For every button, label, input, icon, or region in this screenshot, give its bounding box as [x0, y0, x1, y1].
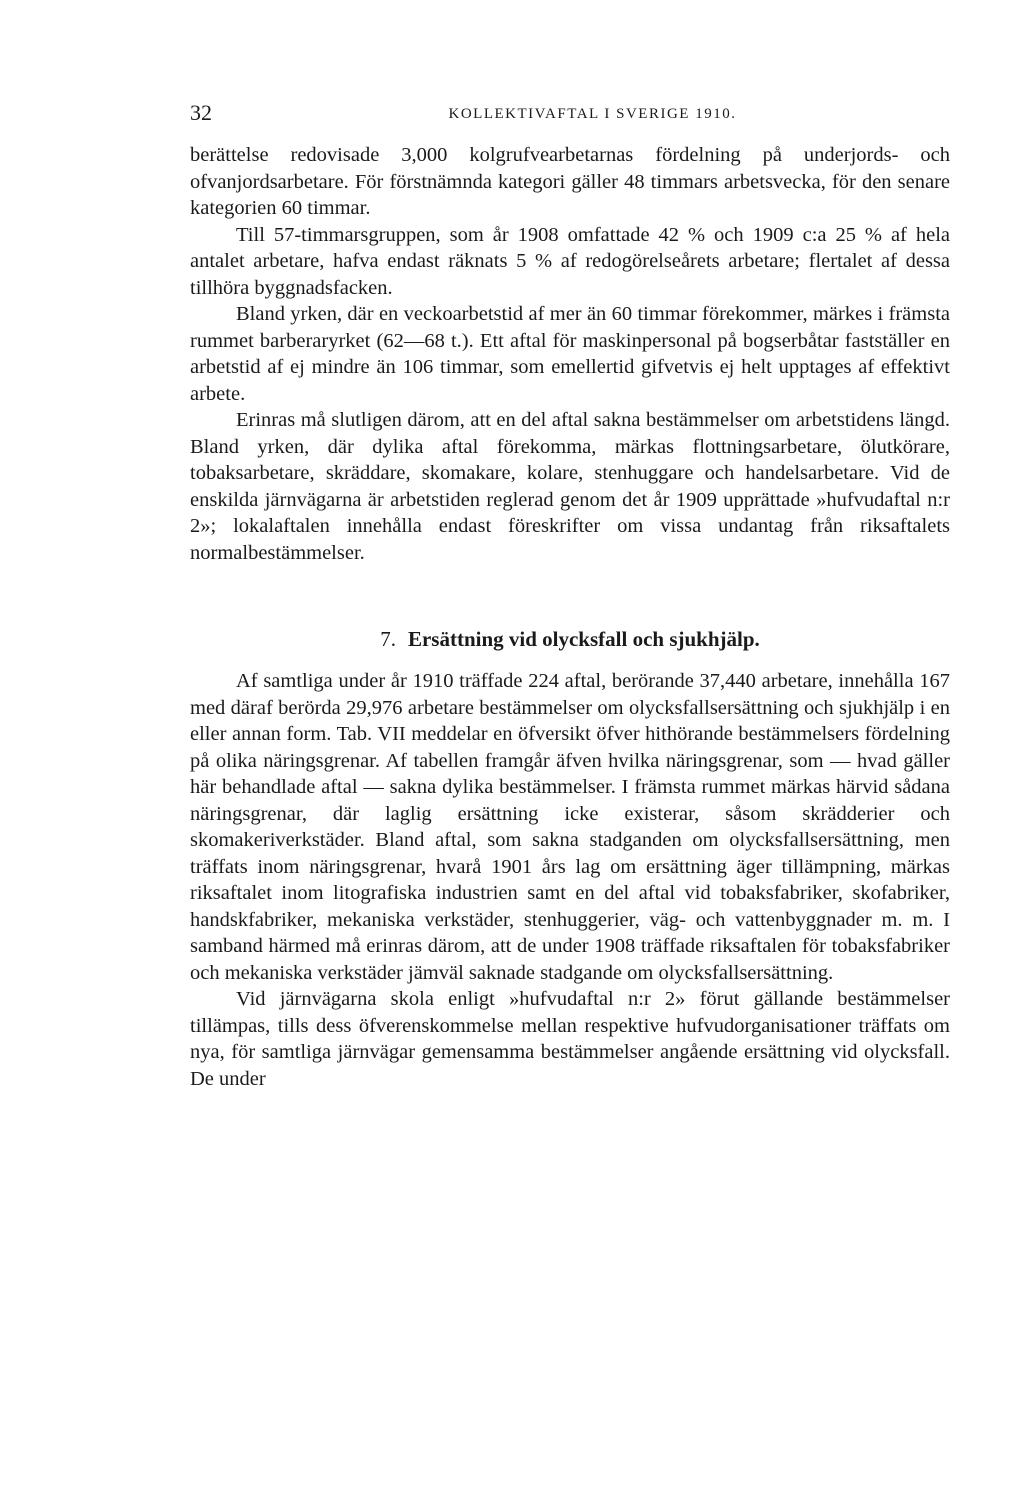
paragraph: Bland yrken, där en veckoarbetstid af mer än 60 timmar förekommer, märkes i främsta rummet barberaryrket (62—68 t.). Ett aftal för maskinpersonal på bogserbåtar fastställer en arbetstid af ej mindre än 106 timmar, som emellertid gifvetvis ej helt upptages af effektivt arbete. [190, 303, 950, 405]
paragraph-continued: berättelse redovisade 3,000 kolgrufvearbetarnas fördelning på underjords- och ofvanjordsarbetare. För förstnämnda kategori gäller 48 timmars arbetsvecka, för den senare kategorien 60 timmar. [190, 144, 950, 219]
paragraph: Af samtliga under år 1910 träffade 224 aftal, berörande 37,440 arbetare, innehålla 167 med däraf berörda 29,976 arbetare bestämmelser om olycksfallsersättning och sjukhjälp i en eller annan form. Tab. VII meddelar en öfversikt öfver hithörande bestämmelsers fördelning på olika näringsgrenar. Af tabellen framgår äfven hvilka näringsgrenar, som — hvad gäller här behandlade aftal — sakna dylika bestämmelser. I främsta rummet märkas härvid sådana näringsgrenar, där laglig ersättning icke existerar, såsom skrädderier och skomakeriverkstäder. Bland aftal, som sakna stadganden om olycksfallsersättning, men träffats inom näringsgrenar, hvarå 1901 års lag om ersättning äger tillämpning, märkas riksaftalet inom litografiska industrien samt en del aftal vid tobaksfabriker, skofabriker, handskfabriker, mekaniska verkstäder, stenhuggerier, väg- och vattenbyggnader m. m. I samband härmed må erinras därom, att de under 1908 träffade riksaftalen för tobaksfabriker och mekaniska verkstäder jämväl saknade stadgande om olycksfallsersättning. [190, 670, 950, 984]
section-title: Ersättning vid olycksfall och sjukhjälp. [407, 627, 760, 651]
body-text [190, 142, 950, 1092]
section-heading [190, 624, 950, 654]
page-number: 32 [190, 100, 212, 125]
paragraph: Vid järnvägarna skola enligt »hufvudaftal n:r 2» förut gällande bestämmelser tillämpas, tills dess öfverenskommelse mellan respektive hufvudorganisationer träffats om nya, för samtliga järnvägar gemensamma bestämmelser angående ersättning vid olycksfall. De under [190, 988, 950, 1090]
page-header [190, 98, 950, 132]
paragraph: Till 57-timmarsgruppen, som år 1908 omfattade 42 % och 1909 c:a 25 % af hela antalet arbetare, hafva endast räknats 5 % af redogörelseårets arbetare; flertalet af dessa tillhöra byggnadsfacken. [190, 223, 950, 299]
section-number: 7. [380, 627, 396, 651]
paragraph: Erinras må slutligen därom, att en del aftal sakna bestämmelser om arbetstidens längd. Bland yrken, där dylika aftal förekomma, märkas flottningsarbetare, ölutkörare, tobaksarbetare, skräddare, skomakare, kolare, stenhuggare och handelsarbetare. Vid de enskilda järnvägarna är arbetstiden reglerad genom det år 1909 upprättade »hufvudaftal n:r 2»; lokalaftalen innehålla endast föreskrifter om vissa undantag från riksaftalets normalbestämmelser. [190, 409, 950, 564]
running-head: KOLLEKTIVAFTAL I SVERIGE 1910. [448, 106, 737, 122]
